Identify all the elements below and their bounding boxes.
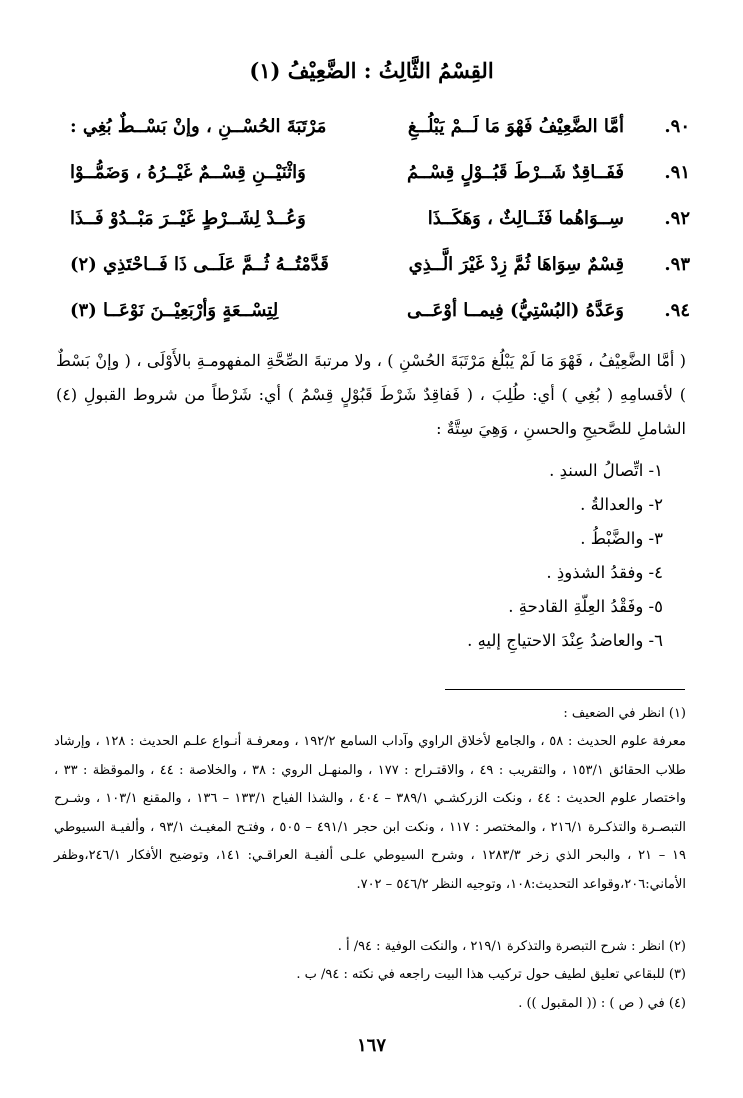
list-item: ٣- والضَّبْطُ . xyxy=(580,529,663,548)
verse-first-hemistich: سِــوَاهُما فَثَــالِثٌ ، وَهَكَــذَا xyxy=(427,208,624,229)
verse-number: ٩٤. xyxy=(664,300,690,321)
verse-line xyxy=(70,162,690,194)
list-item: ٦- والعاضدُ عِنْدَ الاحتياجِ إليهِ . xyxy=(467,631,663,650)
page-number: ١٦٧ xyxy=(356,1035,386,1056)
list-item: ١- اتِّصالُ السندِ . xyxy=(549,461,663,480)
verse-second-hemistich: قَدَّمْتُــهُ ثُــمَّ عَلَــى ذَا فَــاحْتَذِي (٢) xyxy=(70,254,329,275)
footnote: (٣) للبقاعي تعليق لطيف حول تركيب هذا البيت راجعه في نكته : ٩٤/ ب . xyxy=(296,967,686,982)
verse-line xyxy=(70,116,690,148)
footnote: (١) انظر في الضعيف : xyxy=(563,706,686,721)
verse-number: ٩٢. xyxy=(664,208,690,229)
conditions-list xyxy=(103,454,663,658)
list-item: ٢- والعدالةُ . xyxy=(580,495,663,514)
section-title: القِسْمُ الثَّالِثُ : الضَّعِيْفُ (١) xyxy=(249,58,494,83)
footnote-references: معرفة علوم الحديث : ٥٨ ، والجامع لأخلاق الراوي وآداب السامع ١٩٢/٢ ، ومعرفـة أنـواع علـم الحديث : ١٢٨ ، وإرشاد طلاب الحقائق ١٥٣/١ ، والتقريب : ٤٩ ، والاقتـراح : ١٧٧ ، والمنهـل الروي : ٣٨ ، والخلاصة : ٤٤ ، والموقظة : ٣٣ ، واختصار علوم الحديث : ٤٤ ، ونكت الزركشـي ٣٨٩/١ – ٤٠٤ ، والشذا الفياح ١٣٣/١ – ١٣٦ ، والمقنع ١٠٣/١ ، وشـرح التبصـرة والتذكـرة ٢١٦/١ ، والمختصر : ١١٧ ، ونكت ابن حجر ٤٩١/١ – ٥٠٥ ، وفتـح المغيـث ٩٣/١ ، وألفيـة السيوطي ١٩ – ٢١ ، والبحر الذي زخر ١٢٨٣/٣ ، وشرح السيوطي علـى ألفيـة العراقـي: ١٤١، وتوضيح الأفكار ٢٤٦/١،وظفر الأماني:٢٠٦،وقواعد التحديث:١٠٨، وتوجيه النظر ٥٤٦/٢ – ٧٠٢. xyxy=(54,734,687,892)
list-item: ٤- وفقدُ الشذوذِ . xyxy=(546,563,663,582)
verse-first-hemistich: وَعَدَّهُ (البُسْتِيُّ) فِيمــا أوْعَــى xyxy=(406,300,624,321)
verse-line xyxy=(70,208,690,240)
verse-second-hemistich: وَعُــدْ لِشَــرْطٍ غَيْــرَ مَبْــدُوْ فَــذَا xyxy=(70,208,306,229)
commentary-paragraph: ( أمَّا الضَّعِيْفُ ، فَهْوَ مَا لَمْ يَبْلُغ مَرْتَبَةَ الحُسْنِ ) ، ولا مرتبةَ الصِّحَّةِ المفهومـةِ بالأَوْلَى ، ( وإنْ بَسْطٌ ) لأقسامِهِ ( بُغِي ) أي: طُلِبَ ، ( فَفاقِدٌ شَرْطَ قَبُوْلٍ قِسْمُ ) أي: شَرْطاً من شروط القبولِ (٤) الشاملِ للصَّحيحِ والحسنِ ، وَهِيَ سِتَّةٌ : xyxy=(56,351,687,438)
verse-second-hemistich: لِتِسْــعَةٍ وَأرْبَعِيْــنَ نَوْعَــا (٣) xyxy=(70,300,279,321)
verse-number: ٩١. xyxy=(664,162,690,183)
verse-number: ٩٠. xyxy=(664,116,690,137)
verse-second-hemistich: وَاثْنَيْــنِ قِسْــمٌ غَيْــرُهُ ، وَضَمُّــوْا xyxy=(70,162,306,183)
footnote: (٢) انظر : شرح التبصرة والتذكرة ٢١٩/١ ، والنكت الوفية : ٩٤/ أ . xyxy=(337,939,686,954)
footnote: (٤) في ( ص ) : (( المقبول )) . xyxy=(518,996,686,1011)
list-item: ٥- وفَقْدُ العِلّةِ القادحةِ . xyxy=(508,597,663,616)
verse-first-hemistich: أمَّا الضَّعِيْفُ فَهْوَ مَا لَــمْ يَبْلُــغِ xyxy=(407,116,624,137)
verse-second-hemistich: مَرْتَبَةَ الحُسْــنِ ، وإنْ بَسْــطٌ بُغِي : xyxy=(70,116,327,137)
verse-line xyxy=(70,300,690,332)
verse-line xyxy=(70,254,690,286)
verse-first-hemistich: فَفَــاقِدٌ شَــرْطَ قَبُــوْلٍ قِسْــمُ xyxy=(407,162,624,183)
verse-number: ٩٣. xyxy=(664,254,690,275)
verse-first-hemistich: قِسْمٌ سِوَاهَا ثُمَّ زِدْ غَيْرَ الَّــذِي xyxy=(408,254,624,275)
footnote-divider xyxy=(445,689,685,690)
